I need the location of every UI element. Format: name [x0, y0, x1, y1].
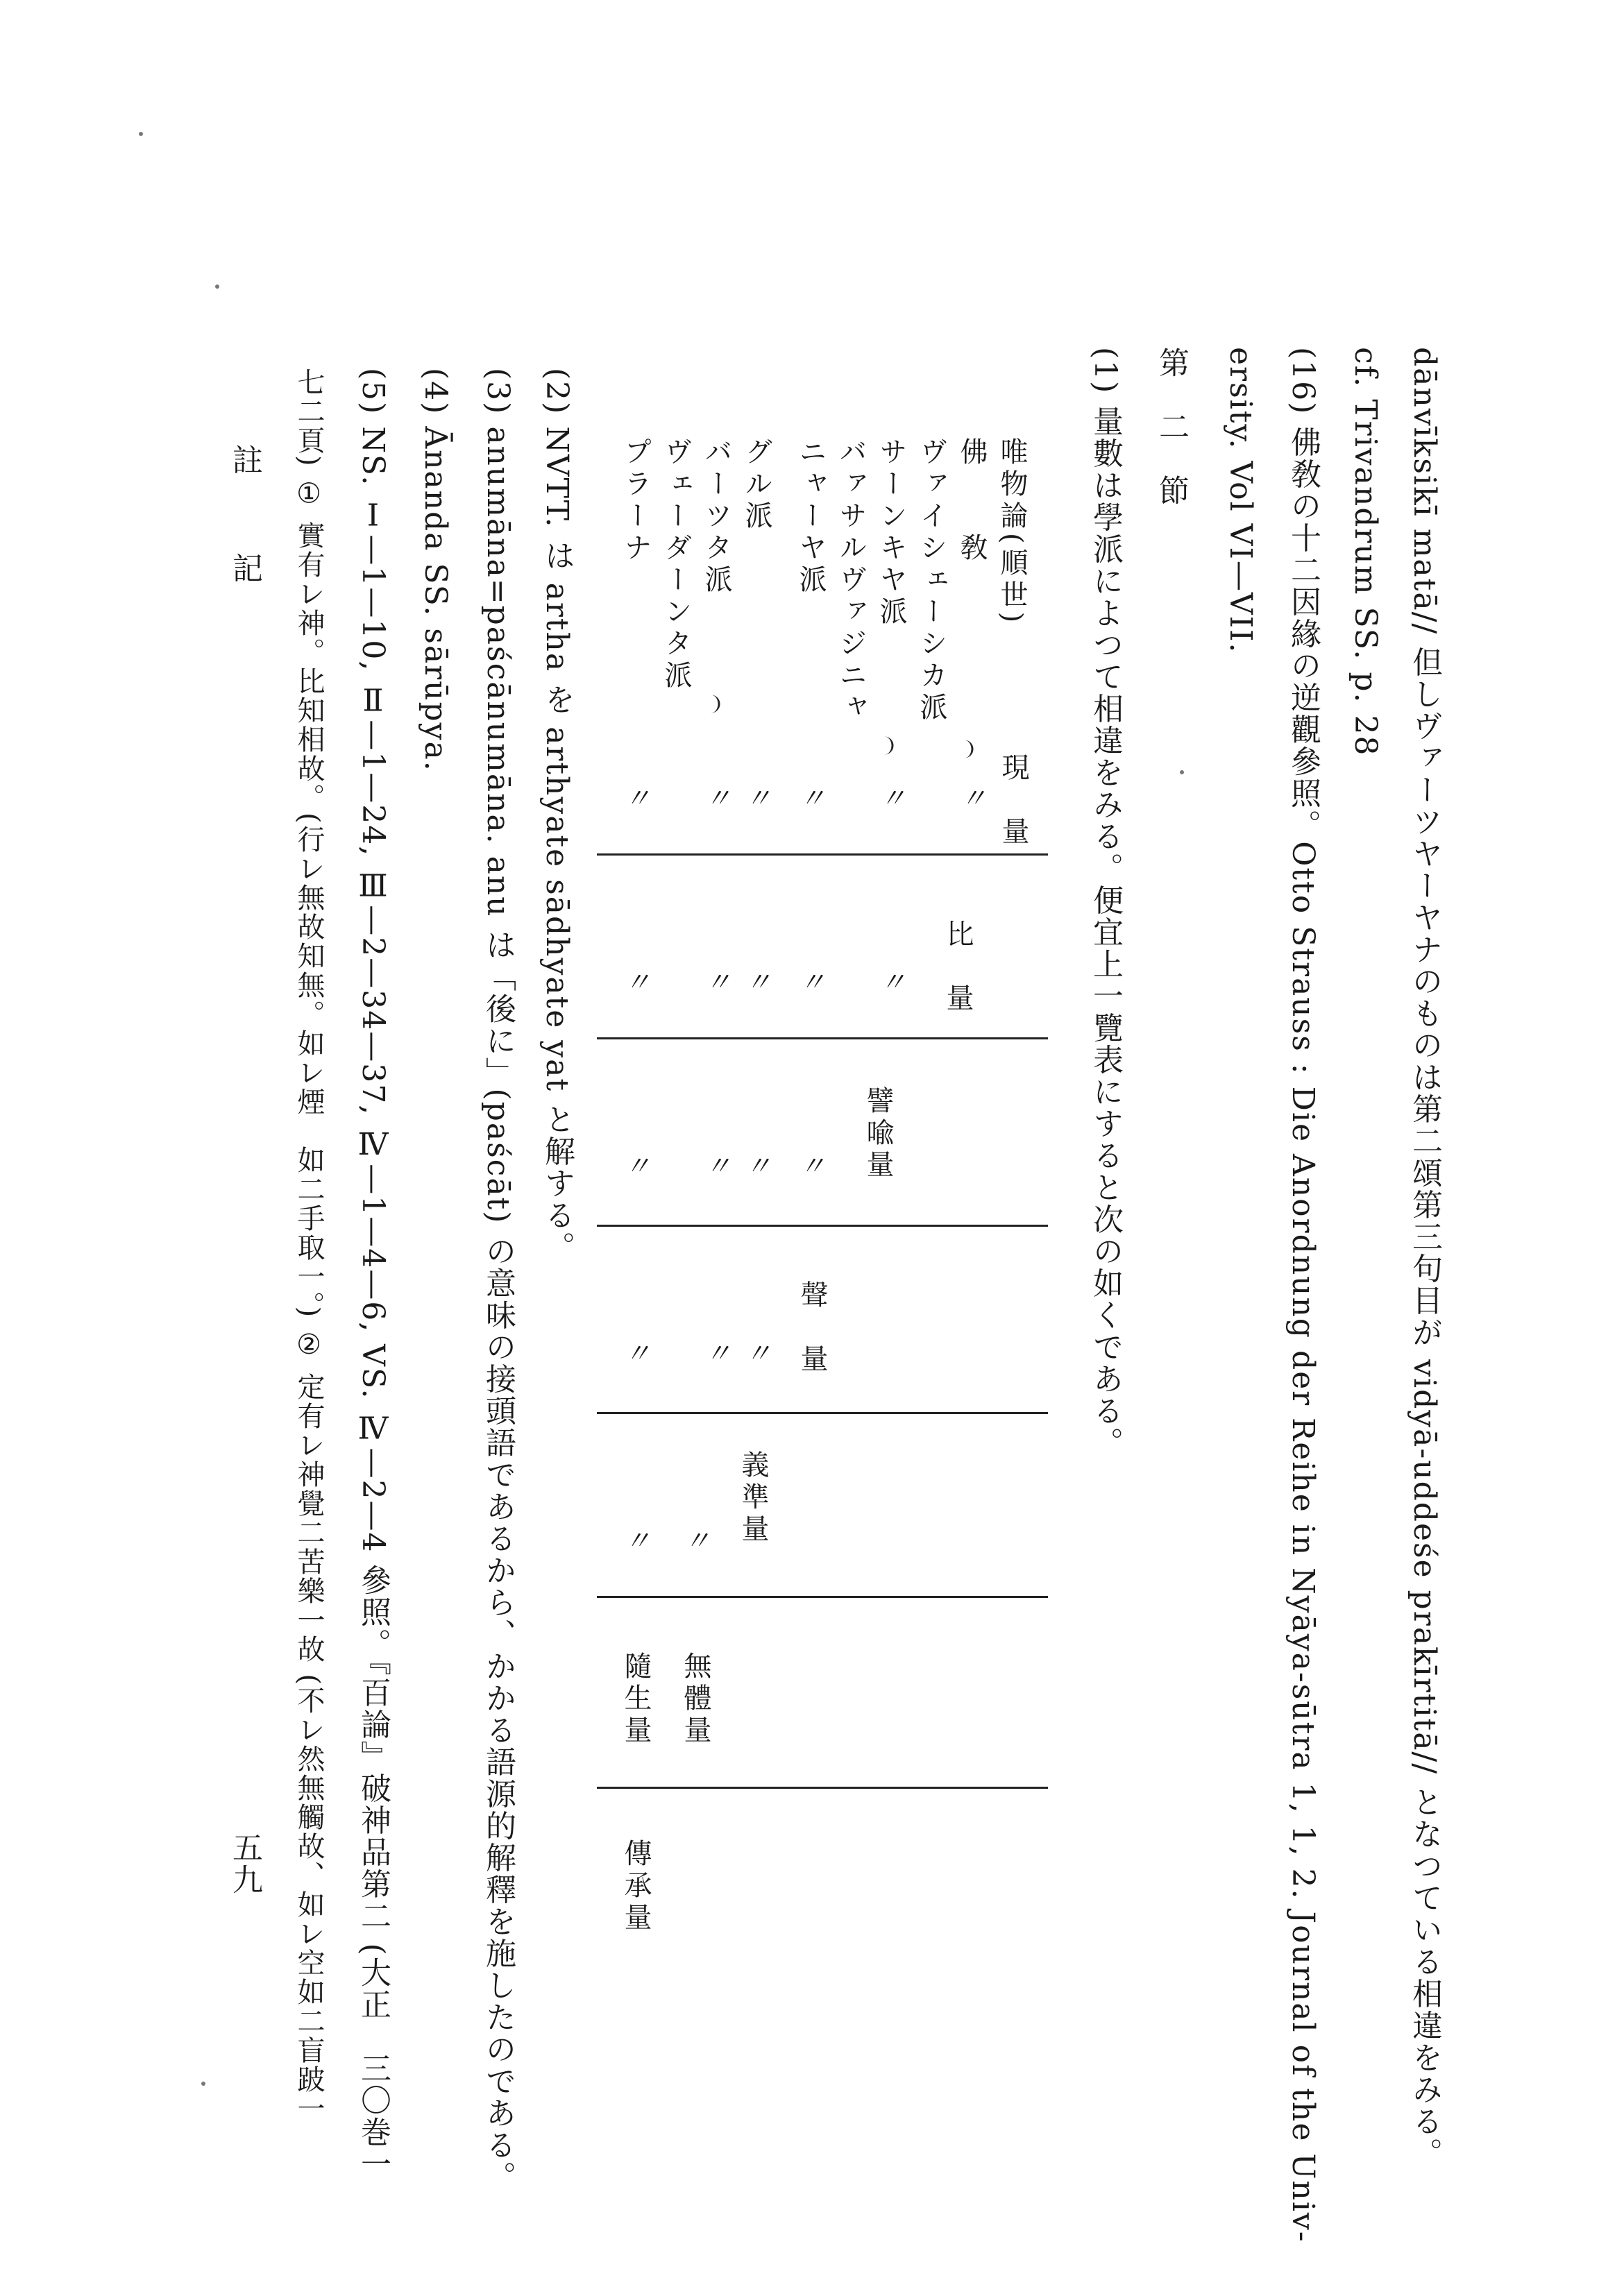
brace-3	[679, 695, 720, 713]
ditto-mark: 〃	[620, 1339, 650, 1370]
note-2: (2) NVTT. は artha を arthyate sādhyate yat と解する。	[539, 368, 575, 1264]
ditto-mark: 〃	[700, 1339, 731, 1370]
table-rule-3	[597, 1225, 1048, 1227]
school-3: サーンキヤ派	[875, 437, 907, 629]
ditto-mark: 〃	[620, 784, 650, 815]
header-1: 比 量	[942, 919, 974, 1015]
table-rule-6	[597, 1787, 1048, 1789]
ditto-mark: 〃	[875, 784, 906, 815]
text-line-2: cf. Trivandrum SS. p. 28	[1348, 347, 1383, 757]
text-line-1: dānvīksikī matā// 但しヴァーツヤーヤナのものは第二頌第三句目が vidyā-uddeśe prakīrtitā// となつている相違をみる。	[1407, 347, 1442, 2170]
ditto-mark: 〃	[956, 784, 986, 815]
scan-speck	[201, 2082, 205, 2086]
school-8: ヴェーダーンタ派	[660, 437, 692, 692]
school-9: プラーナ	[620, 437, 652, 565]
section-heading: 第 二 節	[1153, 347, 1189, 507]
text-line-3: (16) 佛敎の十二因緣の逆觀參照。Otto Strauss : Die Anordnung der Reihe in Nyāya-sūtra 1, 1, 2. Journal of the Univ-	[1285, 347, 1321, 2243]
school-5: ニャーヤ派	[795, 437, 827, 597]
note-3: (3) anumāna=paścānumāna. anu は「後に」(paścāt) の意味の接頭語であるから、かかる語源的解釋を施したのである。	[480, 368, 516, 2193]
ditto-mark: 〃	[875, 968, 906, 998]
ditto-mark: 〃	[620, 968, 650, 998]
ditto-mark: 〃	[741, 1339, 771, 1370]
note-5: (5) NS. Ⅰ—1—10, Ⅱ—1—24, Ⅲ—2—34—37, Ⅳ—1—4—6, VS. Ⅳ—2—4 參照。『百論』破神品第二 (大正 三〇巻一	[355, 368, 391, 2180]
text-line-6: (1) 量數は學派によつて相違をみる。便宜上一覽表にすると次の如くである。	[1088, 347, 1123, 1459]
note-6: 七二頁) ① 實有レ神。比知相故。(行レ無故知無。如レ煙 如二手取一。) ② 定有レ神覺二苦樂一故 (不レ然無觸故、如レ空如二盲跛一	[293, 368, 325, 2123]
ditto-mark: 〃	[700, 968, 731, 998]
table-rule-4	[597, 1412, 1048, 1414]
ditto-mark: 〃	[741, 968, 771, 998]
ditto-mark: 〃	[795, 968, 825, 998]
ditto-mark: 〃	[741, 1152, 771, 1182]
ditto-mark: 〃	[741, 784, 771, 815]
ditto-mark: 〃	[620, 1527, 650, 1557]
text-line-4: ersity. Vol VI—VII.	[1223, 347, 1258, 654]
header-2: 譬喩量	[862, 1086, 894, 1182]
school-6: グル派	[741, 437, 772, 533]
table-rule-5	[597, 1596, 1048, 1598]
brace-2	[853, 737, 894, 755]
running-footer: 註 記	[227, 444, 262, 588]
header-3: 聲 量	[796, 1280, 828, 1376]
header-6: 隨生量	[620, 1651, 652, 1747]
ditto-mark: 〃	[700, 784, 731, 815]
school-7: バーツタ派	[700, 437, 732, 597]
header-7: 傳承量	[620, 1839, 652, 1934]
school-4: バァサルヴァジニャ	[835, 437, 867, 724]
ditto-mark: 〃	[679, 1527, 710, 1557]
header-5: 無體量	[679, 1651, 711, 1747]
school-0: 唯物論(順世)	[996, 437, 1028, 627]
ditto-mark: 〃	[795, 784, 825, 815]
school-1: 佛 敎	[956, 437, 988, 565]
ditto-mark: 〃	[700, 1152, 731, 1182]
scan-speck	[139, 132, 143, 136]
scan-speck	[1180, 770, 1184, 774]
page-number: 五九	[227, 1832, 262, 1896]
header-0: 現 量	[997, 753, 1029, 849]
table-rule-1	[597, 853, 1048, 856]
brace-1	[933, 740, 974, 758]
scan-speck	[215, 284, 219, 289]
school-2: ヴァイシェーシカ派	[915, 437, 947, 724]
note-4: (4) Ānanda SS. sārūpya.	[418, 368, 453, 772]
header-4: 義準量	[737, 1450, 769, 1546]
table-rule-2	[597, 1037, 1048, 1039]
ditto-mark: 〃	[620, 1152, 650, 1182]
ditto-mark: 〃	[795, 1152, 825, 1182]
